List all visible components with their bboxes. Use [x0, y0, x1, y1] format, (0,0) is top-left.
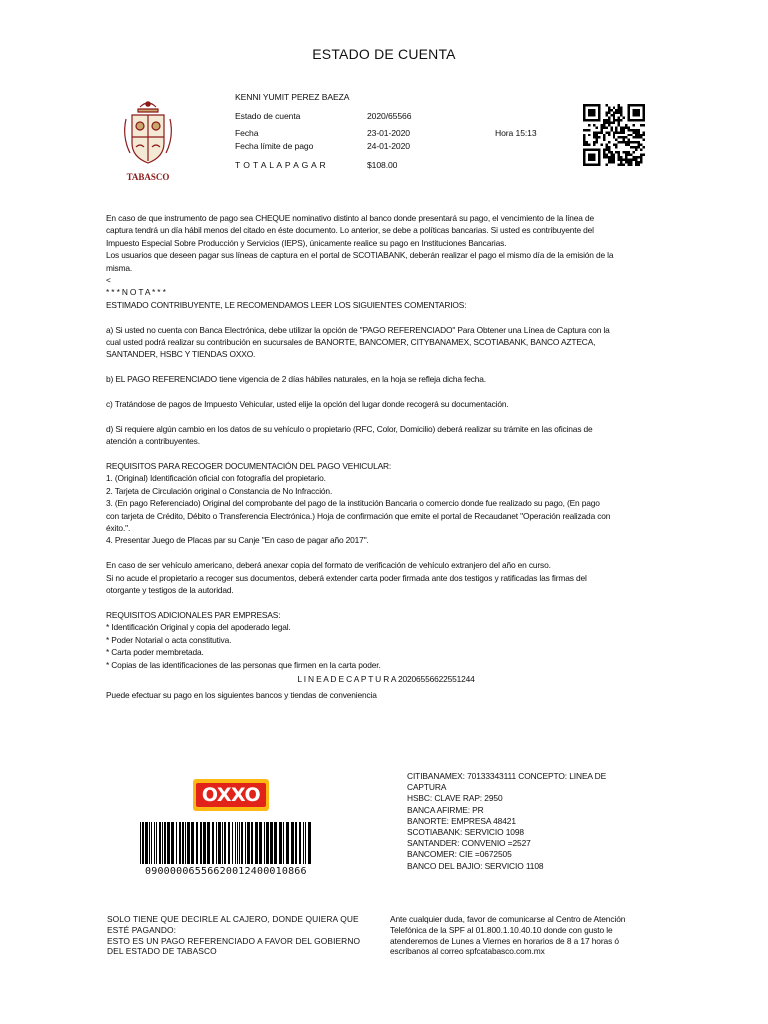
- bank-line: CITIBANAMEX: 70133343111 CONCEPTO: LINEA DE: [407, 771, 607, 781]
- bank-line: CAPTURA: [407, 782, 447, 793]
- text-line: Impuesto Especial Sobre Producción y Servicios (IEPS), únicamente realice su pago en Instituciones Bancarias.: [106, 237, 507, 248]
- text-line: Los usuarios que deseen pagar sus líneas de captura en el portal de SCOTIABANK, deberán realizar el pago el mismo día de la emisión de la: [106, 250, 614, 261]
- item-b: b) EL PAGO REFERENCIADO tiene vigencia de 2 días hábiles naturales, en la hoja se refleja dicha fecha.: [106, 374, 486, 385]
- bank-line: HSBC: CLAVE RAP: 2950: [407, 793, 503, 804]
- requisito-item: con tarjeta de Crédito, Débito o Transferencia Electrónica.) Hoja de confirmación que emite el portal de Recaudanet "Operación realizada con: [106, 510, 611, 521]
- text-line: En caso de ser vehículo americano, deberá anexar copia del formato de verificación de vehículo extranjero del año en curso.: [106, 560, 551, 571]
- footer-line: DEL ESTADO DE TABASCO: [107, 946, 217, 957]
- requisito-item: 3. (En pago Referenciado) Original del comprobante del pago de la institución Bancaria o comercio donde fue realizado su pago, (En pago: [106, 498, 600, 509]
- coat-of-arms-icon: [118, 97, 178, 169]
- empresas-item: * Carta poder membretada.: [106, 647, 204, 658]
- footer-line: SOLO TIENE QUE DECIRLE AL CAJERO, DONDE QUIERA QUE: [107, 914, 359, 924]
- empresas-heading: REQUISITOS ADICIONALES PAR EMPRESAS:: [106, 609, 281, 620]
- bank-line: BANCOMER: CIE =0672505: [407, 849, 512, 860]
- oxxo-logo: [193, 779, 269, 811]
- limite-value: 24-01-2020: [367, 141, 410, 151]
- page-title: ESTADO DE CUENTA: [312, 46, 456, 62]
- text-line: Si no acude el propietario a recoger sus documentos, deberá extender carta poder firmada ante dos testigos y ratificadas las firmas del: [106, 572, 587, 583]
- requisito-item: 2. Tarjeta de Circulación original o Constancia de No Infracción.: [106, 485, 333, 496]
- text-line: captura tendrá un día hábil menos del citado en éste documento. Lo anterior, se debe a políticas bancarias. Si usted es contribuyente del: [106, 225, 594, 236]
- footer-line: escribanos al correo spfcatabasco.com.mx: [390, 946, 545, 957]
- requisitos-heading: REQUISITOS PARA RECOGER DOCUMENTACIÓN DEL PAGO VEHICULAR:: [106, 461, 392, 472]
- bank-line: BANORTE: EMPRESA 48421: [407, 815, 516, 826]
- text-line: ESTIMADO CONTRIBUYENTE, LE RECOMENDAMOS LEER LOS SIGUIENTES COMENTARIOS:: [106, 299, 467, 310]
- banks-list: [407, 771, 606, 872]
- footer-line: ESTÉ PAGANDO:: [107, 924, 177, 935]
- holder-name: KENNI YUMIT PEREZ BAEZA: [235, 92, 350, 102]
- bank-line: BANCA AFIRME: PR: [407, 804, 484, 815]
- footer-line: Ante cualquier duda, favor de comunicarse al Centro de Atención: [390, 914, 626, 924]
- instructions-text: [106, 212, 666, 702]
- empresas-item: * Copias de las identificaciones de las personas que firmen en la carta poder.: [106, 659, 381, 670]
- logo-text: TABASCO: [126, 172, 170, 182]
- footer-line: ESTO ES UN PAGO REFERENCIADO A FAVOR DEL GOBIERNO: [107, 935, 361, 946]
- item-a: SANTANDER, HSBC Y TIENDAS OXXO.: [106, 349, 256, 360]
- text-line: misma.: [106, 262, 133, 273]
- payment-intro: Puede efectuar su pago en los siguientes bancos y tiendas de conveniencia: [106, 690, 377, 701]
- qr-code-icon: [583, 104, 645, 166]
- text-line: <: [106, 275, 111, 286]
- item-c: c) Tratándose de pagos de Impuesto Vehicular, usted elije la opción del lugar donde recogerá su documentación.: [106, 399, 509, 410]
- total-label: T O T A L A P A G A R: [235, 160, 327, 170]
- text-line: En caso de que instrumento de pago sea CHEQUE nominativo distinto al banco donde presentará su pago, el vencimiento de la línea de: [106, 213, 594, 223]
- hora-value: Hora 15:13: [495, 128, 537, 138]
- item-a: cual usted podrá realizar su contribución en sucursales de BANORTE, BANCOMER, CITYBANAMEX, SCOTIABANK, BANCO AZTECA,: [106, 337, 596, 348]
- total-value: $108.00: [367, 160, 398, 170]
- footer-right: [390, 914, 625, 957]
- text-line: otorgante y testigos de la autoridad.: [106, 585, 234, 596]
- bank-line: SANTANDER: CONVENIO =2527: [407, 838, 531, 849]
- nota-heading: * * * N O T A * * *: [106, 287, 166, 298]
- bank-line: SCOTIABANK: SERVICIO 1098: [407, 827, 524, 838]
- barcode-icon: [138, 822, 313, 864]
- footer-line: Telefónica de la SPF al 01.800.1.10.40.10 donde con gusto le: [390, 924, 613, 935]
- barcode-digits: 09000006556620012400010866: [145, 866, 307, 877]
- footer-left: [107, 914, 360, 957]
- bank-line: BANCO DEL BAJIO: SERVICIO 1108: [407, 860, 544, 871]
- fecha-value: 23-01-2020: [367, 128, 410, 138]
- requisito-item: 4. Presentar Juego de Placas par su Canje "En caso de pagar año 2017".: [106, 535, 369, 546]
- item-d: d) Si requiere algún cambio en los datos de su vehículo o propietario (RFC, Color, Domicilio) deberá realizar su trámite en las oficinas de: [106, 423, 593, 434]
- requisito-item: 1. (Original) Identificación oficial con fotografía del propietario.: [106, 473, 326, 484]
- requisito-item: éxito.".: [106, 523, 131, 534]
- empresas-item: * Poder Notarial o acta constitutiva.: [106, 634, 232, 645]
- estado-label: Estado de cuenta: [235, 111, 301, 121]
- linea-captura: L I N E A D E C A P T U R A 20206556622551244: [297, 673, 475, 684]
- item-d: atención a contribuyentes.: [106, 436, 200, 447]
- tabasco-logo: [118, 97, 178, 181]
- oxxo-text: OXXO: [201, 784, 261, 806]
- fecha-label: Fecha: [235, 128, 259, 138]
- empresas-item: * Identificación Original y copia del apoderado legal.: [106, 622, 291, 633]
- item-a: a) Si usted no cuenta con Banca Electrónica, debe utilizar la opción de "PAGO REFERENCIADO" Para Obtener una Línea de Captura con la: [106, 324, 610, 335]
- estado-value: 2020/65566: [367, 111, 412, 121]
- limite-label: Fecha límite de pago: [235, 141, 314, 151]
- footer-line: atenderemos de Lunes a Viernes en horarios de 8 a 17 horas ó: [390, 935, 619, 946]
